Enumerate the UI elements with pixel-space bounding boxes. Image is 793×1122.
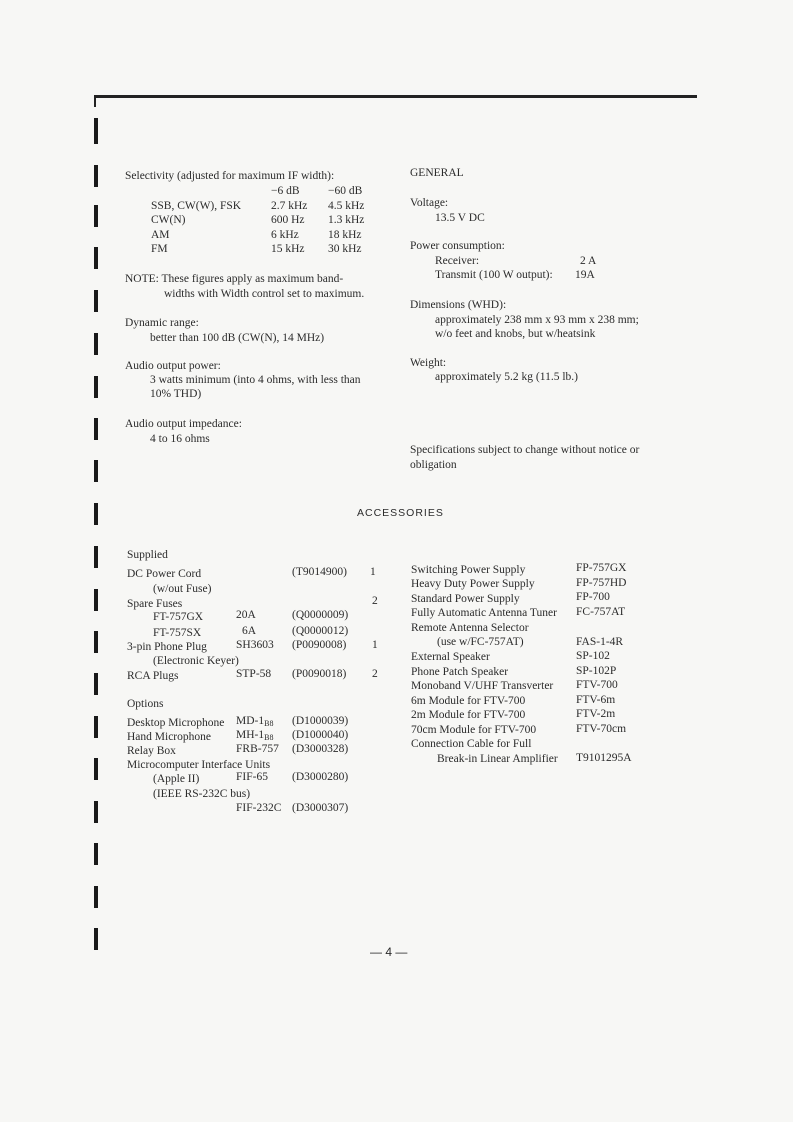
transmit-value: 19A [575,269,595,281]
fuse-rating: 20A [236,609,256,621]
spare-fuses-heading: Spare Fuses [127,598,183,610]
accessory-name: Heavy Duty Power Supply [411,578,535,590]
fuse-name: FT-757SX [153,627,202,639]
accessory-name: Phone Patch Speaker [411,666,509,678]
rca-plugs-part: (P0090018) [292,668,347,680]
rca-plugs-name: RCA Plugs [127,670,179,682]
binding-mark [94,460,98,482]
dimensions-line2: w/o feet and knobs, but w/heatsink [435,328,596,340]
accessory-model: FTV-700 [576,679,618,691]
phone-plug-name: 3-pin Phone Plug [127,641,207,653]
supplied-heading: Supplied [127,549,168,561]
selectivity-value-60db: 4.5 kHz [328,200,365,212]
desktop-mic-name: Desktop Microphone [127,717,225,729]
binding-mark [94,546,98,568]
accessory-model: FP-700 [576,591,610,603]
audio-impedance-value: 4 to 16 ohms [150,433,210,445]
microcomputer-heading: Microcomputer Interface Units [127,759,271,771]
apple-interface-part: (D3000280) [292,771,349,783]
fuse-part: (Q0000009) [292,609,349,621]
accessory-name: Fully Automatic Antenna Tuner [411,607,557,619]
fuse-part: (Q0000012) [292,625,349,637]
accessory-name: 2m Module for FTV-700 [411,709,526,721]
selectivity-col1-header: −6 dB [271,185,300,197]
dc-cord-name: DC Power Cord [127,568,202,580]
binding-mark [94,673,98,695]
binding-mark [94,928,98,950]
selectivity-col2-header: −60 dB [328,185,363,197]
power-consumption-label: Power consumption: [410,240,505,252]
binding-mark [94,247,98,269]
accessory-model: FP-757GX [576,562,627,574]
note-line2: widths with Width control set to maximum. [164,288,365,300]
selectivity-heading: Selectivity (adjusted for maximum IF width): [125,170,335,182]
selectivity-mode: SSB, CW(W), FSK [151,200,242,212]
accessory-model: FTV-6m [576,694,616,706]
accessory-model: FTV-70cm [576,723,627,735]
fuse-name: FT-757GX [153,611,204,623]
relay-box-name: Relay Box [127,745,176,757]
binding-mark [94,843,98,865]
binding-mark [94,333,98,355]
phone-plug-note: (Electronic Keyer) [153,655,239,667]
binding-mark [94,801,98,823]
accessory-model: SP-102 [576,650,610,662]
binding-mark [94,886,98,908]
binding-mark [94,418,98,440]
phone-plug-part: (P0090008) [292,639,347,651]
accessory-model: FC-757AT [576,606,626,618]
receiver-value: 2 A [580,255,597,267]
fuse-rating: 6A [242,625,257,637]
dimensions-line1: approximately 238 mm x 93 mm x 238 mm; [435,314,639,326]
rca-plugs-qty: 2 [372,668,378,680]
audio-power-label: Audio output power: [125,360,221,372]
binding-mark [94,205,98,227]
phone-plug-model: SH3603 [236,639,274,651]
binding-mark [94,290,98,312]
audio-power-line2: 10% THD) [150,388,202,400]
relay-box-part: (D3000328) [292,743,349,755]
dc-cord-note: (w/out Fuse) [153,583,212,595]
audio-impedance-label: Audio output impedance: [125,418,242,430]
dc-cord-part: (T9014900) [292,566,347,578]
selectivity-mode: FM [151,243,168,255]
spare-fuses-qty: 2 [372,595,378,607]
options-heading: Options [127,698,164,710]
hand-mic-part: (D1000040) [292,729,349,741]
accessories-heading: ACCESSORIES [357,507,444,519]
accessory-model: T9101295A [576,752,632,764]
dynamic-range-value: better than 100 dB (CW(N), 14 MHz) [150,332,325,344]
accessory-name: Monoband V/UHF Transverter [411,680,554,692]
top-rule-tick [94,95,96,107]
audio-power-line1: 3 watts minimum (into 4 ohms, with less than [150,374,361,386]
receiver-label: Receiver: [435,255,480,267]
selectivity-value-60db: 1.3 kHz [328,214,365,226]
desktop-mic-part: (D1000039) [292,715,349,727]
dc-cord-qty: 1 [370,566,376,578]
voltage-value: 13.5 V DC [435,212,485,224]
voltage-label: Voltage: [410,197,449,209]
hand-mic-model: $MH-1_{B8}$ [236,729,274,742]
binding-mark [94,631,98,653]
accessory-name: Break-in Linear Amplifier [437,753,558,765]
accessory-name: Remote Antenna Selector [411,622,529,634]
page-number: — 4 — [370,945,408,959]
general-heading: GENERAL [410,167,464,179]
binding-mark [94,716,98,738]
accessory-name: Switching Power Supply [411,564,526,576]
binding-mark [94,758,98,780]
selectivity-value-6db: 600 Hz [271,214,305,226]
note-line1: NOTE: These figures apply as maximum band- [125,273,344,285]
fif232-part: (D3000307) [292,802,349,814]
selectivity-mode: CW(N) [151,214,186,226]
apple-interface-model: FIF-65 [236,771,268,783]
dynamic-range-label: Dynamic range: [125,317,199,329]
spec-notice-line2: obligation [410,459,457,471]
selectivity-value-6db: 2.7 kHz [271,200,308,212]
binding-mark [94,503,98,525]
dimensions-label: Dimensions (WHD): [410,299,507,311]
weight-label: Weight: [410,357,447,369]
accessory-name: (use w/FC-757AT) [437,636,524,648]
accessory-model: FAS-1-4R [576,636,624,648]
transmit-label: Transmit (100 W output): [435,269,553,281]
apple-interface-name: (Apple II) [153,773,200,785]
binding-mark [94,589,98,611]
accessory-model: FP-757HD [576,577,627,589]
selectivity-mode: AM [151,229,170,241]
top-rule [94,95,697,98]
binding-mark [94,118,98,144]
accessory-name: 70cm Module for FTV-700 [411,724,537,736]
accessory-model: FTV-2m [576,708,616,720]
binding-mark [94,376,98,398]
rca-plugs-model: STP-58 [236,668,272,680]
selectivity-value-6db: 15 kHz [271,243,305,255]
hand-mic-name: Hand Microphone [127,731,211,743]
selectivity-value-60db: 18 kHz [328,229,362,241]
relay-box-model: FRB-757 [236,743,279,755]
spec-notice-line1: Specifications subject to change without notice or [410,444,640,456]
weight-value: approximately 5.2 kg (11.5 lb.) [435,371,578,383]
accessory-name: 6m Module for FTV-700 [411,695,526,707]
binding-mark [94,165,98,187]
accessory-name: Connection Cable for Full [411,738,532,750]
selectivity-value-6db: 6 kHz [271,229,299,241]
accessory-name: External Speaker [411,651,490,663]
selectivity-value-60db: 30 kHz [328,243,362,255]
phone-plug-qty: 1 [372,639,378,651]
ieee-interface-name: (IEEE RS-232C bus) [153,788,251,800]
accessory-model: SP-102P [576,665,617,677]
fif232-model: FIF-232C [236,802,282,814]
accessory-name: Standard Power Supply [411,593,520,605]
desktop-mic-model: $MD-1_{B8}$ [236,715,274,728]
